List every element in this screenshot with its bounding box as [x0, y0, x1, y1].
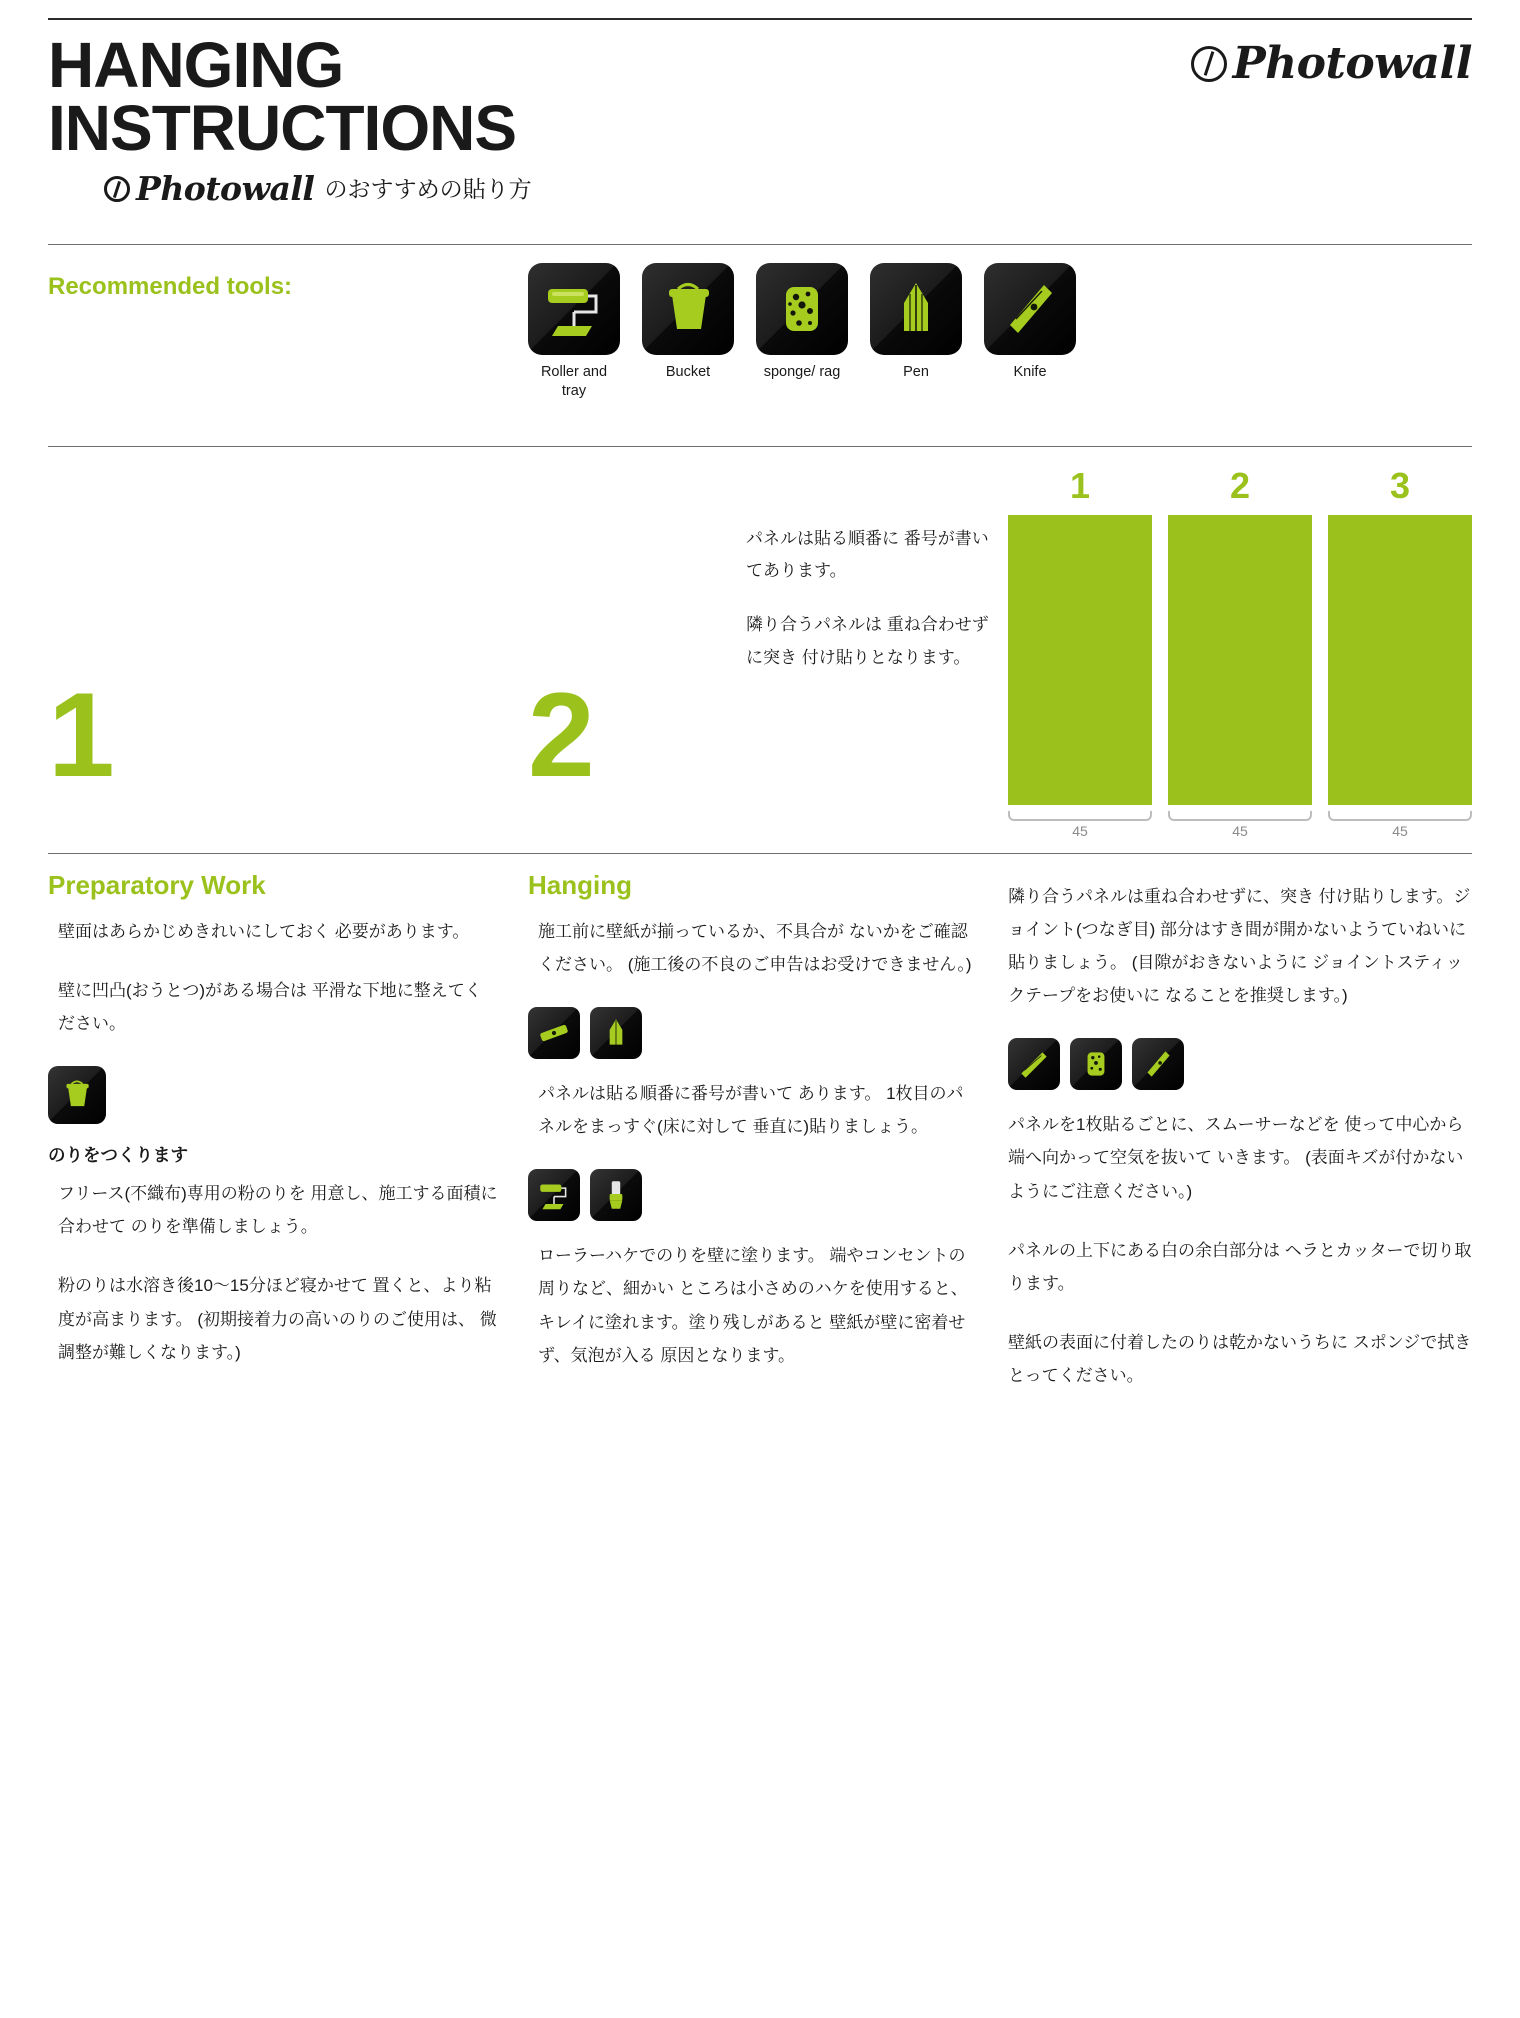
panel-diagram: [746, 464, 1472, 843]
recommended-tools-section: [48, 245, 1472, 399]
prep-paragraph-4: 粉のりは水溶き後10〜15分ほど寝かせて 置くと、より粘度が高まります。 (初期接着力の高いのりのご使用は、 微調整が難しくなります。): [58, 1276, 497, 1362]
joints-paragraph-2: パネルを1枚貼るごとに、スムーサーなどを 使って中心から端へ向かって空気を抜いて いきます。 (表面キズが付かないようにご注意ください。): [1008, 1115, 1464, 1201]
bucket-icon: [642, 263, 734, 355]
subtitle-row: [48, 169, 1472, 208]
subtitle-japanese: のおすすめの貼り方: [324, 176, 532, 203]
bucket-icon: [48, 1066, 106, 1124]
tool-caption: Bucket: [665, 364, 711, 381]
level-icon: [528, 1007, 580, 1059]
brush-icon: [590, 1169, 642, 1221]
hanging-paragraph-1: 施工前に壁紙が揃っているか、不具合が ないかをご確認ください。 (施工後の不良のご申告はお受けできません。): [538, 921, 972, 974]
prep-lead-paste: のりをつくります: [48, 1145, 188, 1166]
photowall-wordmark: Photowall: [136, 169, 315, 209]
tool-caption: Pen: [903, 364, 929, 381]
panel-3: [1328, 515, 1472, 805]
joints-paragraph-4: 壁紙の表面に付着したのりは乾かないうちに スポンジで拭きとってください。: [1008, 1332, 1472, 1386]
tools-list: [528, 263, 1076, 399]
hanging-icon-row-1: [528, 1007, 978, 1059]
section-heading-preparatory: Preparatory Work: [48, 869, 266, 900]
pen-icon: [870, 263, 962, 355]
title-line-2: INSTRUCTIONS: [48, 91, 516, 164]
tool-knife: [984, 263, 1076, 399]
tool-caption: Roller and tray: [540, 364, 608, 399]
joints-paragraph-1: 隣り合うパネルは重ね合わせずに、突き 付け貼りします。ジョイント(つなぎ目) 部分はすき間が開かないようていねいに 貼りましょう。 (目隙がおきないように ジョイントスティックテープをお使いに なることを推奨します。): [1008, 886, 1471, 1006]
panel-row: [1008, 515, 1472, 805]
joints-icon-row: [1008, 1038, 1472, 1090]
brace-line: [1008, 811, 1152, 821]
instructions-body: [48, 854, 1472, 1419]
sponge-icon: [756, 263, 848, 355]
step-number-1: 1: [48, 667, 115, 802]
prep-paragraph-1: 壁面はあらかじめきれいにしておく 必要があります。: [58, 921, 470, 941]
preparatory-work-column: [48, 870, 528, 1419]
diagram-note-1: パネルは貼る順番に 番号が書いてあります。: [746, 528, 989, 580]
panel-2: [1168, 515, 1312, 805]
diagram-note-2: 隣り合うパネルは 重ね合わせずに突き 付け貼りとなります。: [746, 615, 989, 667]
step-number-2: 2: [528, 667, 595, 802]
tool-roller: [528, 263, 620, 399]
paint-roller-icon: [528, 1169, 580, 1221]
hanging-paragraph-2: パネルは貼る順番に番号が書いて あります。 1枚目のパネルをまっすぐ(床に対して 垂直に)貼りましょう。: [538, 1083, 964, 1137]
brace-line: [1168, 811, 1312, 821]
title-line-1: HANGING: [48, 29, 344, 101]
photowall-mark-icon: [104, 176, 130, 202]
hanging-paragraph-3: ローラーハケでのりを壁に塗ります。 端やコンセントの周りなど、細かい ところは小さめのハケを使用すると、 キレイに塗れます。塗り残しがあると 壁紙が壁に密着せず、気泡が入る 原因となります。: [538, 1246, 968, 1365]
sponge-icon: [1070, 1038, 1122, 1090]
joints-paragraph-3: パネルの上下にある白の余白部分は ヘラとカッターで切り取ります。: [1008, 1240, 1472, 1293]
knife-icon: [1132, 1038, 1184, 1090]
tool-caption: Knife: [1013, 364, 1047, 381]
steps-numbers-row: [48, 447, 1472, 843]
prep-paragraph-2: 壁に凹凸(おうとつ)がある場合は 平滑な下地に整えてください。: [58, 980, 482, 1033]
panel-diagram-col: [746, 464, 1472, 843]
panel-number: 2: [1229, 464, 1251, 506]
panel-1: [1008, 515, 1152, 805]
panel-width-braces: [1008, 809, 1472, 843]
photowall-logo-top: [1191, 38, 1472, 89]
panel-width-value: 45: [1392, 822, 1408, 839]
joints-column: [1008, 870, 1472, 1419]
hanging-icon-row-2: [528, 1169, 978, 1221]
photowall-mark-icon: [1191, 46, 1227, 82]
hanging-column: [528, 870, 1008, 1419]
prep-paragraph-3: フリース(不織布)専用の粉のりを 用意し、施工する面積に合わせて のりを準備しましょう。: [58, 1184, 498, 1237]
knife-icon: [984, 263, 1076, 355]
paint-roller-icon: [528, 263, 620, 355]
pen-icon: [590, 1007, 642, 1059]
panel-width-value: 45: [1072, 822, 1088, 839]
tool-sponge: [756, 263, 848, 399]
step-one-number-col: [48, 465, 528, 843]
panel-width-brace: [1008, 809, 1152, 843]
tool-pen: [870, 263, 962, 399]
panel-diagram-notes: [746, 523, 996, 696]
document-page: [0, 18, 1520, 2018]
recommended-tools-label: Recommended tools:: [48, 273, 293, 301]
smoother-icon: [1008, 1038, 1060, 1090]
prep-icon-row: [48, 1066, 498, 1124]
tool-bucket: [642, 263, 734, 399]
section-heading-hanging: Hanging: [528, 869, 632, 900]
panel-width-value: 45: [1232, 822, 1248, 839]
photowall-wordmark: Photowall: [1232, 38, 1472, 89]
panel-width-brace: [1168, 809, 1312, 843]
panel-number: 1: [1069, 464, 1091, 506]
brace-line: [1328, 811, 1472, 821]
tool-caption: sponge/ rag: [763, 364, 841, 381]
photowall-logo-inline: [104, 169, 314, 208]
panel-number-row: [1008, 465, 1472, 507]
document-header: [48, 20, 1472, 208]
panel-number: 3: [1389, 464, 1411, 506]
panel-width-brace: [1328, 809, 1472, 843]
